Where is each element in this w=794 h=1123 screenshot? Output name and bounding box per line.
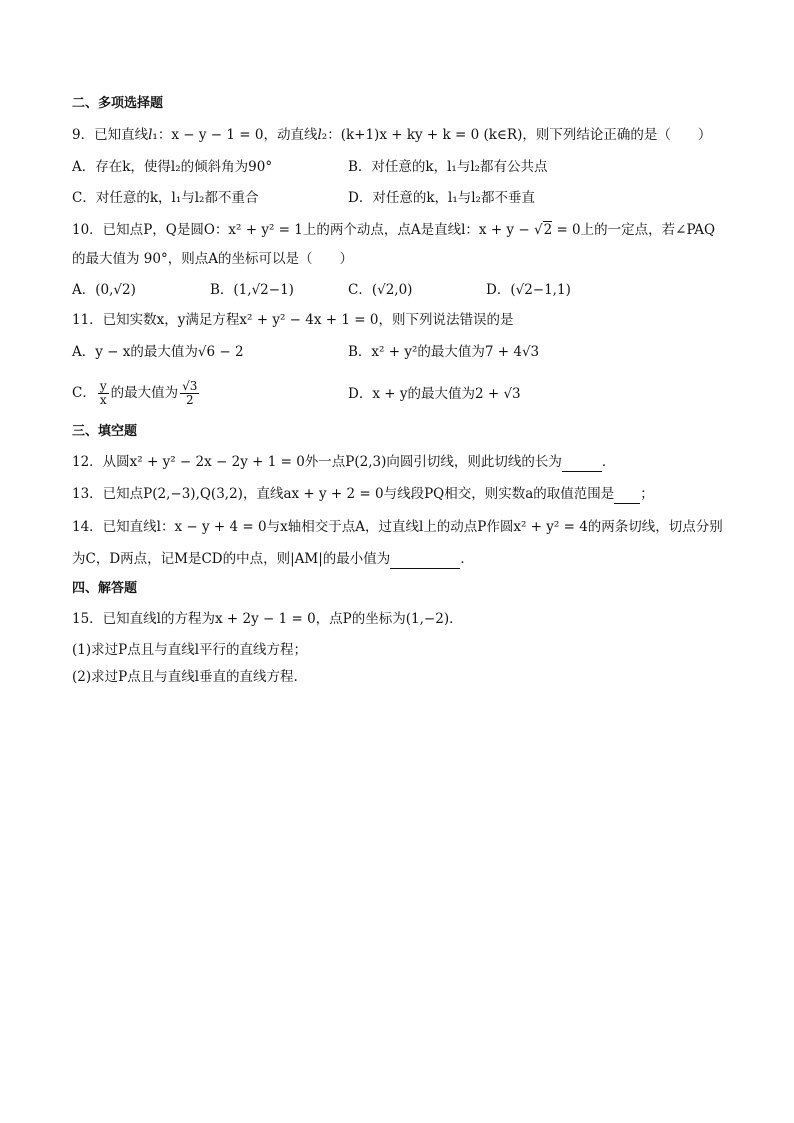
- question-15-part-1: (1)求过P点且与直线l平行的直线方程；: [72, 642, 308, 658]
- q12-text: 12．从圆x² + y² − 2x − 2y + 1 = 0外一点P(2,3)向圆引切线，则此切线的长为: [72, 454, 562, 470]
- question-11-stem: 11．已知实数x，y满足方程x² + y² − 4x + 1 = 0，则下列说法错误的是: [72, 312, 514, 328]
- question-10-stem-line2: 的最大值为 90°，则点A的坐标可以是（ ）: [72, 251, 353, 267]
- q11-option-a: A．y − x的最大值为√6 − 2: [72, 344, 244, 360]
- q11-c-value-fraction: [180, 380, 199, 407]
- q11-option-d: D．x + y的最大值为2 + √3: [348, 386, 521, 402]
- q10-option-d: D．(√2−1,1): [486, 282, 571, 298]
- q11-option-c: [72, 378, 201, 408]
- q9-option-a: A．存在k，使得l₂的倾斜角为90°: [72, 159, 273, 175]
- q10-line1-b: P，Q是圆O：x² + y² = 1上的两个动点，点A是直线l：x + y −: [143, 222, 534, 238]
- section-heading-fill-in: 三、填空题: [72, 424, 138, 439]
- q10-option-b: B．(1,√2−1): [210, 282, 294, 298]
- q9-stem-a: 9．已知直线: [72, 127, 149, 143]
- section-heading-solutions: 四、解答题: [72, 581, 138, 596]
- q11-c-value-denominator: 2: [185, 393, 194, 407]
- q11-c-numerator: y: [99, 379, 107, 393]
- question-12: [72, 453, 615, 472]
- q13-answer-blank[interactable]: [614, 485, 640, 504]
- q14-end: ．: [460, 551, 474, 567]
- q9-option-d: D．对任意的k，l₁与l₂都不垂直: [348, 190, 535, 206]
- question-14-line2: [72, 550, 474, 569]
- q10-line1-d: = 0上的一定点，若∠PAQ: [552, 222, 716, 238]
- question-9-stem: 9．已知直线l₁：x − y − 1 = 0，动直线l₂：(k+1)x + ky + k = 0 (k∈R)，则下列结论正确的是（ ）: [72, 127, 712, 143]
- q9-l2-equation: (k+1)x + ky + k = 0 (k∈R): [340, 127, 523, 143]
- q10-option-c: C．(√2,0): [348, 282, 413, 298]
- q11-c-middle: 的最大值为: [110, 385, 179, 401]
- q9-option-c: C．对任意的k，l₁与l₂都不重合: [72, 190, 259, 206]
- section-heading-multiple-choice: 二、多项选择题: [72, 96, 164, 111]
- q11-c-fraction: [98, 380, 109, 407]
- q11-option-b: B．x² + y²的最大值为7 + 4√3: [348, 344, 540, 360]
- question-15-stem: 15．已知直线l的方程为x + 2y − 1 = 0，点P的坐标为(1,−2)．: [72, 611, 463, 627]
- q12-end: ．: [601, 454, 616, 470]
- q10-line1-a: 10．已知点: [72, 222, 144, 238]
- q9-l1-equation: x − y − 1 = 0: [171, 127, 264, 143]
- q14-line2-text: 为C，D两点，记M是CD的中点，则|AM|的最小值为: [72, 551, 391, 567]
- q11-c-value-numerator: √3: [182, 379, 198, 393]
- question-15-part-2: (2)求过P点且与直线l垂直的直线方程.: [72, 669, 298, 685]
- q9-stem-c: ，则下列结论正确的是（ ）: [522, 127, 712, 143]
- question-13: [72, 485, 654, 504]
- q13-end: ；: [640, 486, 654, 502]
- q14-answer-blank[interactable]: [390, 550, 460, 569]
- q13-text: 13．已知点P(2,−3),Q(3,2)，直线ax + y + 2 = 0与线段PQ相交，则实数a的取值范围是: [72, 486, 615, 502]
- q12-answer-blank[interactable]: [562, 453, 602, 472]
- question-10-stem-line1: 10．已知点P，Q是圆O：x² + y² = 1上的两个动点，点A是直线l：x + y − √2 = 0上的一定点，若∠PAQ: [72, 222, 716, 238]
- q9-option-b: B．对任意的k，l₁与l₂都有公共点: [348, 159, 548, 175]
- q11-c-denominator: x: [99, 393, 107, 407]
- question-14-line1: 14．已知直线l：x − y + 4 = 0与x轴相交于点A，过直线l上的动点P作圆x² + y² = 4的两条切线，切点分别: [72, 519, 723, 535]
- q10-line1-c: 2: [543, 222, 553, 238]
- q10-option-a: A．(0,√2): [72, 282, 136, 298]
- q9-stem-b: ，动直线: [263, 127, 318, 143]
- q11-c-prefix: C．: [72, 385, 96, 401]
